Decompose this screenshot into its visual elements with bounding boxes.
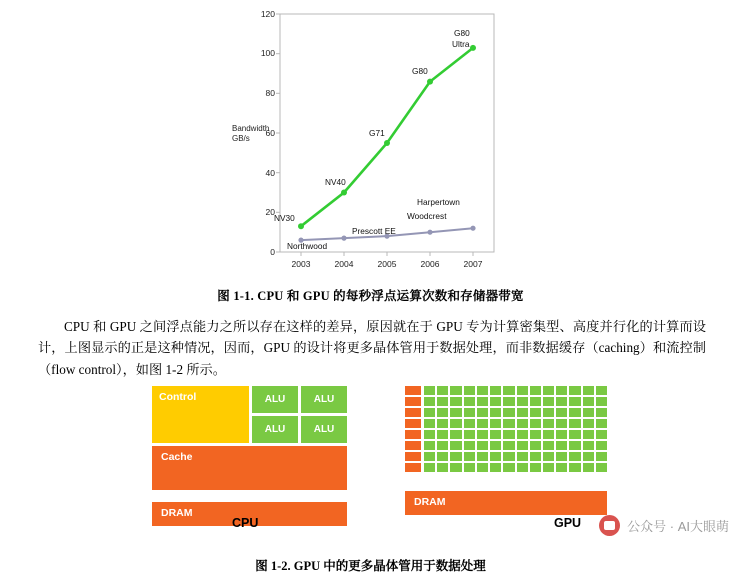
gpu-alu-cell [543, 441, 554, 450]
gpu-alu-cell [450, 397, 461, 406]
gpu-alu-cell [596, 419, 607, 428]
cpu-alu-cell: ALU [252, 386, 298, 413]
gpu-alu-cell [490, 463, 501, 472]
cpu-gpu-diagram [152, 386, 607, 538]
cpu-alu-cell: ALU [252, 416, 298, 443]
gpu-alu-cell [490, 386, 501, 395]
gpu-alu-cell [517, 441, 528, 450]
gpu-alu-cell [424, 463, 435, 472]
gpu-alu-cell [517, 397, 528, 406]
y-tick-80: 80 [265, 88, 275, 98]
gpu-alu-cell [556, 386, 567, 395]
gpu-alu-cell [517, 430, 528, 439]
gpu-alu-cell [596, 441, 607, 450]
gpu-alu-cell [503, 441, 514, 450]
gpu-alu-cell [517, 386, 528, 395]
gpu-alu-cell [477, 408, 488, 417]
gpu-alu-cell [517, 408, 528, 417]
x-tick-2003: 2003 [291, 259, 311, 269]
gpu-alu-cell [596, 397, 607, 406]
gpu-alu-cell [477, 386, 488, 395]
annotation-nv40: NV40 [325, 177, 346, 187]
annotation-harpertown: Harpertown [417, 197, 460, 207]
gpu-alu-cell [424, 386, 435, 395]
gpu-alu-cell [530, 397, 541, 406]
gpu-alu-cell [569, 386, 580, 395]
gpu-control-cell [405, 408, 421, 417]
y-tick-40: 40 [265, 168, 275, 178]
annotation-g80-ultra-line1: G80 [454, 28, 470, 38]
annotation-g71: G71 [369, 128, 385, 138]
gpu-alu-cell [517, 419, 528, 428]
gpu-alu-cell [490, 408, 501, 417]
gpu-alu-cell [530, 441, 541, 450]
gpu-alu-cell [424, 419, 435, 428]
gpu-alu-cell [583, 452, 594, 461]
gpu-alu-cell [490, 452, 501, 461]
gpu-control-column [405, 386, 421, 472]
gpu-control-cell [405, 441, 421, 450]
gpu-alu-cell [437, 408, 448, 417]
gpu-control-cell [405, 463, 421, 472]
cpu-alu-row-2 [252, 416, 347, 443]
gpu-alu-cell [464, 452, 475, 461]
gpu-alu-cell [556, 397, 567, 406]
gpu-alu-cell [450, 463, 461, 472]
cpu-control-label: Control [159, 391, 197, 403]
cpu-alu-cell: ALU [301, 386, 347, 413]
gpu-alu-cell [464, 408, 475, 417]
gpu-alu-cell [424, 452, 435, 461]
gpu-alu-cell [477, 419, 488, 428]
gpu-alu-cell [596, 386, 607, 395]
gpu-alu-cell [583, 408, 594, 417]
gpu-grid [405, 386, 607, 491]
gpu-alu-cell [424, 408, 435, 417]
gpu-alu-cell [517, 452, 528, 461]
gpu-alu-cell [556, 419, 567, 428]
gpu-alu-cell [543, 386, 554, 395]
gpu-alu-cell [437, 441, 448, 450]
y-tick-120: 120 [260, 9, 275, 19]
gpu-alu-cell [490, 441, 501, 450]
figure2-caption: 图 1-2. GPU 中的更多晶体管用于数据处理 [255, 559, 486, 573]
gpu-alu-cell [583, 397, 594, 406]
gpu-alu-cell [424, 441, 435, 450]
gpu-alu-cell [569, 397, 580, 406]
gpu-alu-cell [583, 430, 594, 439]
gpu-alu-cell [503, 419, 514, 428]
gpu-alu-cell [477, 430, 488, 439]
gpu-control-cell [405, 419, 421, 428]
gpu-alu-cell [437, 397, 448, 406]
gpu-alu-cell [450, 386, 461, 395]
gpu-alu-cell [596, 430, 607, 439]
gpu-alu-cell [517, 463, 528, 472]
gpu-alu-cell [530, 408, 541, 417]
cpu-alu-row-1 [252, 386, 347, 413]
x-tick-2004: 2004 [334, 259, 354, 269]
gpu-alu-cell [583, 441, 594, 450]
gpu-alu-cell [437, 463, 448, 472]
gpu-alu-cell [464, 397, 475, 406]
gpu-alu-cell [543, 408, 554, 417]
cpu-alu-cell: ALU [301, 416, 347, 443]
gpu-alu-cell [530, 452, 541, 461]
gpu-alu-cell [596, 452, 607, 461]
gpu-alu-cell [450, 441, 461, 450]
gpu-label: GPU [554, 516, 582, 530]
bandwidth-chart [232, 6, 510, 278]
gpu-alu-cell [543, 452, 554, 461]
annotation-nv30: NV30 [274, 213, 295, 223]
gpu-alu-cell [596, 463, 607, 472]
cpu-dram-label: DRAM [161, 507, 193, 519]
gpu-alu-cell [503, 452, 514, 461]
gpu-alu-cell [424, 397, 435, 406]
gpu-alu-cell [530, 463, 541, 472]
gpu-alu-cell [556, 452, 567, 461]
gpu-alu-cell [530, 430, 541, 439]
gpu-alu-cell [437, 386, 448, 395]
gpu-alu-cell [556, 441, 567, 450]
gpu-alu-cell [543, 419, 554, 428]
annotation-northwood: Northwood [287, 241, 328, 251]
gpu-alu-cell [583, 386, 594, 395]
gpu-dram-block [405, 491, 607, 515]
gpu-alu-cell [503, 386, 514, 395]
gpu-alu-cell [464, 419, 475, 428]
cpu-cache-label: Cache [161, 451, 193, 463]
gpu-control-cell [405, 452, 421, 461]
cpu-control-block [152, 386, 249, 443]
gpu-alu-cell [556, 408, 567, 417]
y-tick-20: 20 [265, 207, 275, 217]
annotation-g80: G80 [412, 66, 428, 76]
gpu-alu-cell [569, 452, 580, 461]
gpu-alu-cell [556, 463, 567, 472]
gpu-alu-cell [490, 419, 501, 428]
y-axis-title-line2: GB/s [232, 134, 250, 143]
gpu-dram-label: DRAM [414, 496, 446, 508]
gpu-alu-cell [477, 441, 488, 450]
gpu-alu-cell [556, 430, 567, 439]
gpu-alu-cell [503, 408, 514, 417]
gpu-alu-cell [437, 452, 448, 461]
gpu-alu-cell [490, 430, 501, 439]
gpu-alu-cell [450, 419, 461, 428]
gpu-control-cell [405, 430, 421, 439]
gpu-alu-cell [490, 397, 501, 406]
gpu-alu-cell [464, 386, 475, 395]
gpu-alu-cell [530, 419, 541, 428]
cpu-top-row [152, 386, 347, 443]
gpu-alu-cell [450, 452, 461, 461]
gpu-alu-cell [503, 397, 514, 406]
x-tick-2007: 2007 [463, 259, 483, 269]
x-tick-2006: 2006 [420, 259, 440, 269]
gpu-alu-cell [477, 463, 488, 472]
gpu-alu-cell [569, 408, 580, 417]
body-paragraph [38, 316, 706, 380]
x-tick-2005: 2005 [377, 259, 397, 269]
gpu-alu-cell [569, 430, 580, 439]
annotation-prescott-ee: Prescott EE [352, 226, 396, 236]
gpu-alu-cell [477, 452, 488, 461]
gpu-control-cell [405, 397, 421, 406]
watermark [599, 515, 729, 536]
gpu-alu-cell [543, 397, 554, 406]
annotation-woodcrest: Woodcrest [407, 211, 447, 221]
y-tick-60: 60 [265, 128, 275, 138]
gpu-alu-cell [596, 408, 607, 417]
gpu-alu-cell [464, 463, 475, 472]
watermark-text: 公众号 · AI大眼萌 [627, 519, 729, 534]
cpu-diagram [152, 386, 347, 526]
gpu-alu-cell [569, 463, 580, 472]
gpu-alu-cell [450, 430, 461, 439]
gpu-diagram [405, 386, 607, 515]
figure1-caption: 图 1-1. CPU 和 GPU 的每秒浮点运算次数和存储器带宽 [217, 289, 524, 303]
gpu-alu-cell [437, 419, 448, 428]
gpu-control-cell [405, 386, 421, 395]
gpu-alu-cell [464, 441, 475, 450]
gpu-alu-cell [583, 463, 594, 472]
gpu-alu-cell [477, 397, 488, 406]
gpu-alu-cell [569, 419, 580, 428]
paragraph-text: CPU 和 GPU 之间浮点能力之所以存在这样的差异，原因就在于 GPU 专为计算密集型、高度并行化的计算而设计，上图显示的正是这种情况，因而，GPU 的设计将更多晶体管用于数据处理，而非数据缓存（caching）和流控制（flow control），如图 1-2 所示。 [38, 319, 706, 377]
y-axis-title-line1: Bandwidth [232, 124, 270, 133]
gpu-alu-grid [424, 386, 607, 472]
gpu-alu-cell [530, 386, 541, 395]
y-tick-0: 0 [270, 247, 275, 257]
gpu-alu-cell [450, 408, 461, 417]
cpu-cache-block [152, 446, 347, 490]
gpu-alu-cell [424, 430, 435, 439]
cpu-alu-group [252, 386, 347, 443]
wechat-logo-icon [599, 515, 620, 536]
gpu-alu-cell [503, 430, 514, 439]
gpu-alu-cell [437, 430, 448, 439]
gpu-alu-cell [569, 441, 580, 450]
gpu-alu-cell [583, 419, 594, 428]
annotation-g80-ultra-line2: Ultra [452, 39, 470, 49]
gpu-alu-cell [464, 430, 475, 439]
gpu-alu-cell [503, 463, 514, 472]
chart-svg [232, 6, 510, 278]
gpu-alu-cell [543, 463, 554, 472]
cpu-label: CPU [232, 516, 259, 530]
y-tick-100: 100 [260, 48, 275, 58]
gpu-alu-cell [543, 430, 554, 439]
